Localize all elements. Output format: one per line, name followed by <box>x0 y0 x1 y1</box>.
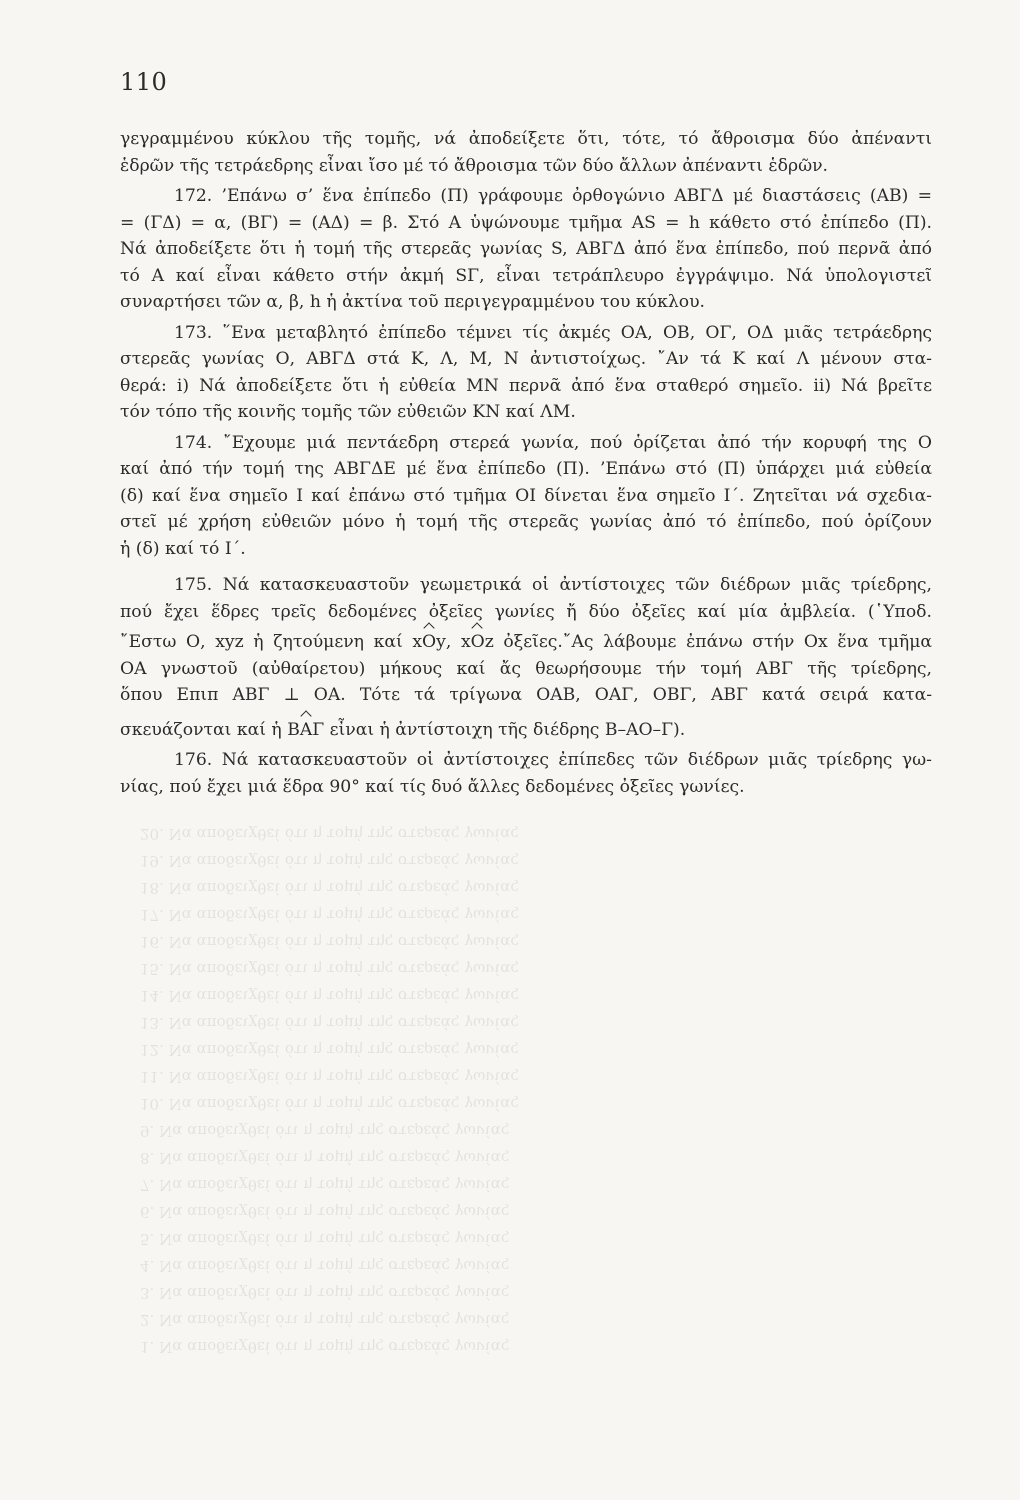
bleed-line: 19. Να αποδειχθεί ότι η τομή της στερεάς γωνίας <box>140 852 519 870</box>
text-line: Νά ἀποδείξετε ὅτι ἡ τομή τῆς στερεᾶς γωνίας S, ΑΒΓΔ ἀπό ἕνα ἐπίπεδο, πού περνᾶ ἀπό <box>120 239 932 259</box>
continued-paragraph <box>120 126 932 179</box>
text-body <box>120 126 932 800</box>
problem-174 <box>120 430 932 563</box>
text-line: ἡ (δ) καί τό Ι΄. <box>120 538 246 559</box>
text-line-with-angle <box>120 717 932 744</box>
problem-175 <box>120 572 932 743</box>
text-line: γεγραμμένου κύκλου τῆς τομῆς, νά ἀποδείξετε ὅτι, τότε, τό ἄθροισμα δύο ἀπέναντι <box>120 129 932 149</box>
text-line: στεῖ μέ χρήση εὐθειῶν μόνο ἡ τομή τῆς στερεᾶς γωνίας ἀπό τό ἐπίπεδο, πού ὁρίζουν <box>120 512 932 532</box>
text-line: νίας, πού ἔχει μιά ἕδρα 90° καί τίς δυό ἄλλες δεδομένες ὀξεῖες γωνίες. <box>120 776 745 797</box>
text-line: ΟΑ γνωστοῦ (αὐθαίρετου) μήκους καί ἄς θεωρήσουμε τήν τομή ΑΒΓ τῆς τρίεδρης, <box>120 658 932 679</box>
text-line: στερεᾶς γωνίας Ο, ΑΒΓΔ στά Κ, Λ, Μ, Ν ἀντιστοίχως. ῎Αν τά Κ καί Λ μένουν στα- <box>120 349 932 369</box>
bleed-line: 4. Να αποδειχθεί ότι η τομή της στερεάς γωνίας <box>140 1257 510 1275</box>
text-fragment: σκευάζονται καί ἡ <box>120 719 288 740</box>
bleed-line: 17. Να αποδειχθεί ότι η τομή της στερεάς γωνίας <box>140 906 519 924</box>
bleed-line: 6. Να αποδειχθεί ότι η τομή της στερεάς γωνίας <box>140 1203 510 1221</box>
bleed-line: 15. Να αποδειχθεί ότι η τομή της στερεάς γωνίας <box>140 960 519 978</box>
bleed-line: 2. Να αποδειχθεί ότι η τομή της στερεάς γωνίας <box>140 1311 510 1329</box>
bleed-line: 10. Να αποδειχθεί ότι η τομή της στερεάς γωνίας <box>140 1095 519 1113</box>
bleed-line: 14. Να αποδειχθεί ότι η τομή της στερεάς γωνίας <box>140 987 519 1005</box>
text-line: συναρτήσει τῶν α, β, h ἡ ἀκτίνα τοῦ περιγεγραμμένου του κύκλου. <box>120 292 706 312</box>
text-line: 172. ’Επάνω σ’ ἕνα ἐπίπεδο (Π) γράφουμε ὀρθογώνιο ΑΒΓΔ μέ διαστάσεις (ΑΒ) = <box>174 186 932 206</box>
text-line: 176. Νά κατασκευαστοῦν οἱ ἀντίστοιχες ἐπίπεδες τῶν διέδρων μιᾶς τρίεδρης γω- <box>174 750 932 770</box>
text-line: καί ἀπό τήν τομή της ΑΒΓΔΕ μέ ἕνα ἐπίπεδο (Π). ’Επάνω στό (Π) ὑπάρχει μιά εὐθεία <box>120 459 932 479</box>
angle-bag: ΒΑΓ <box>287 717 324 744</box>
text-line: 174. ῎Εχουμε μιά πεντάεδρη στερεά γωνία, πού ὁρίζεται ἀπό τήν κορυφή της Ο <box>174 432 932 453</box>
bleed-line: 11. Να αποδειχθεί ότι η τομή της στερεάς γωνίας <box>140 1068 519 1086</box>
text-line: (δ) καί ἕνα σημεῖο Ι καί ἐπάνω στό τμῆμα ΟΙ δίνεται ἕνα σημεῖο Ι΄. Ζητεῖται νά σχεδια- <box>120 485 932 506</box>
bleed-through-text <box>140 820 920 1360</box>
text-line: τό Α καί εἶναι κάθετο στήν ἀκμή SΓ, εἶναι τετράπλευρο ἐγγράψιμο. Νά ὑπολογιστεῖ <box>120 265 932 286</box>
text-line: ὅπου Επιπ ΑΒΓ ⊥ ΟΑ. Τότε τά τρίγωνα ΟΑΒ, ΟΑΓ, ΟΒΓ, ΑΒΓ κατά σειρά κατα- <box>120 685 932 705</box>
text-line: ἑδρῶν τῆς τετράεδρης εἶναι ἴσο μέ τό ἄθροισμα τῶν δύο ἄλλων ἀπέναντι ἑδρῶν. <box>120 155 829 176</box>
bleed-line: 7. Να αποδειχθεί ότι η τομή της στερεάς γωνίας <box>140 1176 510 1194</box>
problem-173 <box>120 320 932 426</box>
problem-176 <box>120 747 932 800</box>
text-line-with-angles <box>120 629 932 656</box>
angle-xoy: xOy <box>412 629 446 656</box>
bleed-line: 1. Να αποδειχθεί ότι η τομή της στερεάς γωνίας <box>140 1338 510 1356</box>
text-line: 175. Νά κατασκευαστοῦν γεωμετρικά οἱ ἀντίστοιχες τῶν διέδρων μιᾶς τρίεδρης, <box>174 575 932 595</box>
bleed-line: 9. Να αποδειχθεί ότι η τομή της στερεάς γωνίας <box>140 1122 510 1140</box>
text-line: = (ΓΔ) = α, (ΒΓ) = (ΑΔ) = β. Στό Α ὑψώνουμε τμῆμα AS = h κάθετο στό ἐπίπεδο (Π). <box>120 212 932 233</box>
bleed-line: 20. Να αποδειχθεί ότι η τομή της στερεάς γωνίας <box>140 825 519 843</box>
problem-172 <box>120 183 932 316</box>
text-fragment: ῎Εστω Ο, xyz ἡ ζητούμενη καί <box>120 632 413 652</box>
page-number: 110 <box>120 68 168 96</box>
text-fragment: , <box>445 632 461 652</box>
angle-xoz: xOz <box>461 629 494 656</box>
bleed-line: 12. Να αποδειχθεί ότι η τομή της στερεάς γωνίας <box>140 1041 519 1059</box>
text-fragment: ὀξεῖες.῎Ας λάβουμε ἐπάνω στήν Οx ἕνα τμῆμα <box>493 632 932 652</box>
bleed-line: 18. Να αποδειχθεί ότι η τομή της στερεάς γωνίας <box>140 879 519 897</box>
bleed-line: 16. Να αποδειχθεί ότι η τομή της στερεάς γωνίας <box>140 933 519 951</box>
text-line: τόν τόπο τῆς κοινῆς τομῆς τῶν εὐθειῶν ΚΝ καί ΛΜ. <box>120 402 576 422</box>
text-line: πού ἔχει ἕδρες τρεῖς δεδομένες ὀξεῖες γωνίες ἤ δύο ὀξεῖες καί μία ἀμβλεία. (῾Υποδ. <box>120 601 932 622</box>
bleed-line: 3. Να αποδειχθεί ότι η τομή της στερεάς γωνίας <box>140 1284 510 1302</box>
bleed-line: 5. Να αποδειχθεί ότι η τομή της στερεάς γωνίας <box>140 1230 510 1248</box>
text-fragment: εἶναι ἡ ἀντίστοιχη τῆς διέδρης Β–ΑΟ–Γ). <box>324 719 686 740</box>
bleed-line: 13. Να αποδειχθεί ότι η τομή της στερεάς γωνίας <box>140 1014 519 1032</box>
text-line: θερά: i) Νά ἀποδείξετε ὅτι ἡ εὐθεία ΜΝ περνᾶ ἀπό ἕνα σταθερό σημεῖο. ii) Νά βρεῖτε <box>120 375 932 396</box>
text-line: 173. ῞Ενα μεταβλητό ἐπίπεδο τέμνει τίς ἀκμές ΟΑ, ΟΒ, ΟΓ, ΟΔ μιᾶς τετράεδρης <box>174 322 932 343</box>
bleed-line: 8. Να αποδειχθεί ότι η τομή της στερεάς γωνίας <box>140 1149 510 1167</box>
